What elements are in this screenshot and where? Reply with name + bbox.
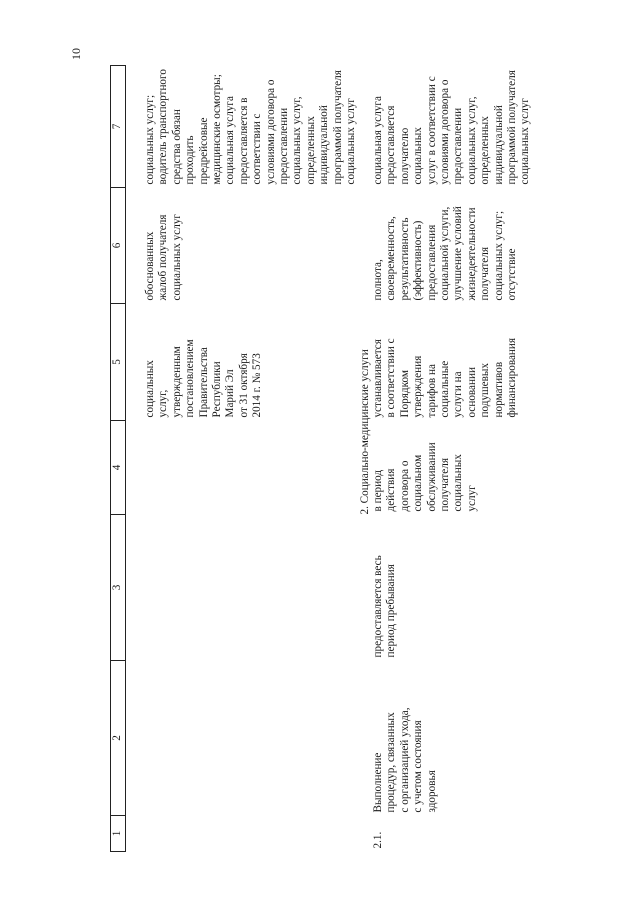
column-number: 2 [111,661,126,816]
column-number: 5 [111,304,126,421]
conditions-cell: социальных услуг; водитель транспортного средства обязан проходить предрейсовые медицинские осмотры; социальная услуга предоставляется в соответствии с условиями договора о предоставлении социальных услуг, определенных индивидуальной программой получателя социальных услуг [144,69,358,185]
service-term-cell: в период действия договора о социальном обслуживании получателя социальных услуг [371,442,478,512]
service-volume-cell: предоставляется весь период пребывания [371,555,398,658]
services-table [110,65,533,852]
column-number: 6 [111,188,126,304]
table-row [372,66,533,852]
column-number: 1 [111,816,126,852]
column-number: 3 [111,515,126,661]
section-row [359,66,372,852]
table-row [144,66,359,852]
column-number: 7 [111,66,126,188]
service-name-cell: Выполнение процедур, связанных с организацией ухода, с учетом состояния здоровья [371,707,438,813]
row-number: 2.1. [371,831,384,849]
column-number-row [111,66,126,852]
section-title: 2. Социально-медицинские услуги [358,349,371,515]
rotated-document-table [110,66,610,852]
quality-indicator-cell: полнота, своевременность, результативность (эффективность) предоставления социальной услуги, улучшение условий жизнедеятельности получателя социальных услуг; отсутствие [371,206,518,301]
quality-indicator-cell: обоснованных жалоб получателя социальных услуг [144,213,183,301]
column-number: 4 [111,421,126,515]
conditions-cell: социальная услуга предоставляется получателю социальных услуг в соответствии с условиями договора о предоставлении социальных услуг, определенных индивидуальной программой получателя социальных услуг [371,70,532,185]
tariff-cell: социальных услуг, утвержденным постановлением Правительства Республики Марий Эл от 31 октября 2014 г. № 573 [144,339,264,418]
page-number: 10 [69,48,83,60]
tariff-cell: устанавливается в соответствии с Порядком утверждения тарифов на социальные услуги на основании подушевых нормативов финансирования [371,337,518,418]
